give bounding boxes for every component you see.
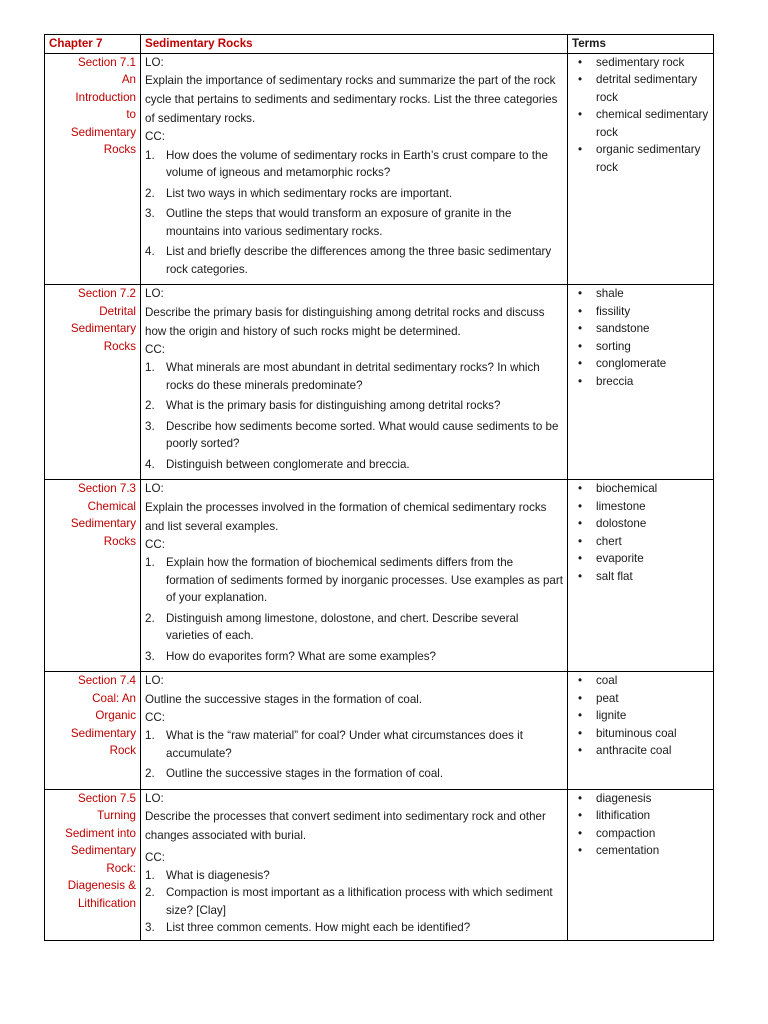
learning-objective: Describe the processes that convert sediment into sedimentary rock and other changes associated with burial.	[145, 810, 546, 842]
section-title-line: Sedimentary	[70, 517, 136, 530]
term-item	[572, 825, 709, 843]
concept-check-question	[145, 919, 563, 937]
learning-objective: Explain the processes involved in the formation of chemical sedimentary rocks and list several examples.	[145, 500, 547, 533]
question-text: Distinguish among limestone, dolostone, and chert. Describe several varieties of each.	[166, 611, 519, 642]
section-title	[45, 789, 141, 940]
bullet-icon: •	[578, 287, 583, 300]
section-title-line: Section 7.5	[77, 791, 136, 805]
term-item	[572, 690, 709, 708]
term-text: peat	[596, 691, 619, 705]
question-text: List three common cements. How might each be identified?	[166, 921, 471, 934]
term-text: shale	[596, 287, 624, 300]
section-row	[45, 480, 714, 672]
section-title-line: Chemical	[87, 499, 136, 513]
section-title	[45, 285, 141, 480]
bullet-icon: •	[578, 482, 583, 495]
term-text: sedimentary rock	[596, 55, 685, 69]
terms-header: Terms	[568, 35, 714, 54]
term-text: conglomerate	[596, 357, 667, 370]
term-text: biochemical	[596, 482, 658, 495]
section-title-line: Sedimentary	[70, 322, 136, 335]
cc-label: CC:	[145, 537, 165, 551]
section-title-line: Sedimentary	[70, 844, 136, 857]
concept-check-question	[145, 884, 563, 919]
header-row	[45, 35, 714, 54]
term-item	[572, 285, 709, 303]
term-item	[572, 707, 709, 725]
section-row	[45, 285, 714, 480]
term-text: detrital sedimentary rock	[596, 73, 698, 104]
bullet-icon: •	[578, 357, 583, 370]
question-number: 1.	[145, 148, 155, 162]
term-text: limestone	[596, 499, 646, 513]
term-text: organic sedimentary rock	[596, 143, 701, 174]
section-title-line: Coal: An	[92, 691, 136, 705]
section-title-line: Sediment into	[65, 826, 136, 840]
concept-check-question	[145, 610, 563, 645]
term-text: sorting	[596, 339, 631, 353]
section-title-line: Section 7.4	[77, 674, 136, 687]
question-text: What minerals are most abundant in detrital sedimentary rocks? In which rocks do these minerals predominate?	[166, 361, 540, 392]
lo-label: LO:	[145, 674, 164, 687]
terms-cell	[568, 53, 714, 285]
learning-objective: Explain the importance of sedimentary rocks and summarize the part of the rock cycle that pertains to sediments and sedimentary rocks. List the three categories of sedimentary rocks.	[145, 74, 558, 125]
cc-label: CC:	[145, 710, 165, 724]
bullet-icon: •	[578, 569, 583, 583]
question-text: Outline the steps that would transform an exposure of granite in the mountains into various sedimentary rocks.	[166, 207, 512, 238]
section-row	[45, 789, 714, 940]
question-text: How does the volume of sedimentary rocks in Earth’s crust compare to the volume of igneous and metamorphic rocks?	[166, 148, 548, 179]
term-item	[572, 550, 709, 568]
question-number: 4.	[145, 457, 155, 471]
bullet-icon: •	[578, 844, 583, 857]
question-text: List two ways in which sedimentary rocks are important.	[166, 186, 453, 200]
term-item	[572, 303, 709, 321]
section-title-line: Organic	[95, 709, 136, 722]
term-item	[572, 71, 709, 106]
question-number: 3.	[145, 649, 155, 663]
section-title	[45, 672, 141, 790]
term-item	[572, 515, 709, 533]
section-content	[141, 285, 568, 480]
term-text: breccia	[596, 374, 634, 388]
term-item	[572, 807, 709, 825]
term-text: diagenesis	[596, 791, 652, 805]
question-text: Distinguish between conglomerate and breccia.	[166, 457, 410, 471]
concept-check-question	[145, 397, 563, 415]
bullet-icon: •	[578, 744, 583, 757]
term-item	[572, 568, 709, 586]
lo-label: LO:	[145, 55, 164, 69]
cc-label: CC:	[145, 342, 165, 356]
section-row	[45, 53, 714, 285]
term-item	[572, 338, 709, 356]
concept-check-question	[145, 554, 563, 607]
term-item	[572, 373, 709, 391]
term-text: coal	[596, 674, 618, 687]
question-number: 3.	[145, 419, 155, 433]
bullet-icon: •	[578, 552, 583, 565]
term-item	[572, 106, 709, 141]
term-item	[572, 54, 709, 72]
terms-cell	[568, 789, 714, 940]
terms-cell	[568, 285, 714, 480]
bullet-icon: •	[578, 55, 583, 69]
question-number: 1.	[145, 361, 155, 374]
question-text: Compaction is most important as a lithification process with which sediment size? [Clay]	[166, 886, 553, 917]
section-title-line: to	[126, 108, 136, 121]
section-content	[141, 672, 568, 790]
section-title-line: Introduction	[75, 90, 136, 104]
section-title	[45, 480, 141, 672]
question-number: 1.	[145, 556, 155, 569]
bullet-icon: •	[578, 517, 583, 530]
term-item	[572, 320, 709, 338]
lo-label: LO:	[145, 287, 164, 300]
section-title-line: Rock	[109, 744, 136, 757]
bullet-icon: •	[578, 791, 583, 805]
concept-check-question	[145, 359, 563, 394]
concept-check-question	[145, 456, 563, 474]
section-title-line: Section 7.1	[77, 55, 136, 69]
question-text: How do evaporites form? What are some examples?	[166, 649, 436, 663]
term-text: fissility	[596, 304, 631, 318]
bullet-icon: •	[578, 691, 583, 705]
term-item	[572, 672, 709, 690]
concept-check-question	[145, 147, 563, 182]
term-text: cementation	[596, 844, 660, 857]
section-title-line: Rocks	[103, 339, 136, 353]
syllabus-table	[44, 34, 714, 941]
term-text: sandstone	[596, 322, 650, 335]
term-text: dolostone	[596, 517, 647, 530]
section-title-line: Turning	[97, 809, 136, 822]
section-title	[45, 53, 141, 285]
bullet-icon: •	[578, 674, 583, 687]
section-title-line: Rocks	[103, 534, 136, 548]
bullet-icon: •	[578, 143, 583, 156]
question-number: 1.	[145, 729, 155, 742]
term-text: lithification	[596, 809, 651, 822]
bullet-icon: •	[578, 73, 583, 86]
terms-cell	[568, 672, 714, 790]
question-number: 2.	[145, 186, 155, 200]
bullet-icon: •	[578, 726, 583, 740]
question-text: What is diagenesis?	[166, 868, 270, 882]
term-item	[572, 725, 709, 743]
term-item	[572, 141, 709, 176]
section-title-line: Sedimentary	[70, 125, 136, 139]
section-title-line: Rock:	[106, 861, 136, 875]
term-text: anthracite coal	[596, 744, 672, 757]
question-number: 3.	[145, 207, 155, 220]
lo-label: LO:	[145, 482, 164, 495]
question-number: 2.	[145, 767, 155, 780]
terms-list	[572, 480, 709, 585]
bullet-icon: •	[578, 809, 583, 822]
question-number: 2.	[145, 886, 155, 899]
title-header: Sedimentary Rocks	[141, 35, 568, 54]
bullet-icon: •	[578, 339, 583, 353]
cc-label: CC:	[145, 130, 165, 143]
section-title-line: Diagenesis &	[67, 879, 136, 892]
section-content	[141, 789, 568, 940]
concept-check-question	[145, 727, 563, 762]
term-text: chert	[596, 534, 622, 548]
section-title-line: Rocks	[103, 143, 136, 156]
term-text: chemical sedimentary rock	[596, 108, 709, 139]
concept-check-question	[145, 867, 563, 885]
lo-label: LO:	[145, 791, 164, 805]
section-title-line: Detrital	[99, 304, 136, 318]
question-text: List and briefly describe the differences among the three basic sedimentary rock categories.	[166, 245, 552, 276]
term-text: bituminous coal	[596, 726, 677, 740]
terms-list	[572, 285, 709, 390]
concept-check-question	[145, 205, 563, 240]
term-item	[572, 742, 709, 760]
term-item	[572, 480, 709, 498]
learning-objective: Outline the successive stages in the formation of coal.	[145, 692, 423, 706]
question-number: 2.	[145, 399, 155, 412]
question-number: 1.	[145, 868, 155, 882]
term-item	[572, 355, 709, 373]
terms-cell	[568, 480, 714, 672]
terms-list	[572, 54, 709, 177]
bullet-icon: •	[578, 499, 583, 513]
term-text: salt flat	[596, 569, 633, 583]
learning-objective: Describe the primary basis for distinguishing among detrital rocks and discuss how the origin and history of such rocks might be determined.	[145, 305, 545, 338]
concept-check-question	[145, 185, 563, 203]
question-text: Outline the successive stages in the formation of coal.	[166, 767, 444, 780]
term-item	[572, 790, 709, 808]
bullet-icon: •	[578, 108, 583, 121]
term-text: evaporite	[596, 552, 644, 565]
question-text: Describe how sediments become sorted. What would cause sediments to be poorly sorted?	[166, 419, 559, 450]
bullet-icon: •	[578, 534, 583, 548]
section-title-line: An	[121, 73, 136, 86]
bullet-icon: •	[578, 304, 583, 318]
term-item	[572, 842, 709, 860]
terms-list	[572, 672, 709, 760]
question-number: 2.	[145, 611, 155, 625]
term-text: lignite	[596, 709, 627, 722]
concept-check-question	[145, 243, 563, 278]
concept-check-question	[145, 418, 563, 453]
bullet-icon: •	[578, 709, 583, 722]
chapter-header: Chapter 7	[45, 35, 141, 54]
term-text: compaction	[596, 826, 656, 840]
question-text: What is the primary basis for distinguishing among detrital rocks?	[166, 399, 501, 412]
concept-check-question	[145, 765, 563, 783]
section-content	[141, 480, 568, 672]
cc-label: CC:	[145, 851, 165, 864]
bullet-icon: •	[578, 826, 583, 840]
question-text: What is the “raw material” for coal? Under what circumstances does it accumulate?	[166, 729, 523, 760]
section-title-line: Lithification	[77, 896, 136, 910]
concept-check-question	[145, 648, 563, 666]
bullet-icon: •	[578, 322, 583, 335]
section-title-line: Section 7.3	[77, 482, 136, 495]
section-content	[141, 53, 568, 285]
question-number: 3.	[145, 921, 155, 934]
question-text: Explain how the formation of biochemical sediments differs from the formation of sediments formed by inorganic processes. Use examples as part of your explanation.	[166, 556, 563, 604]
terms-list	[572, 790, 709, 860]
term-item	[572, 498, 709, 516]
question-number: 4.	[145, 245, 155, 258]
section-row	[45, 672, 714, 790]
term-item	[572, 533, 709, 551]
section-title-line: Sedimentary	[70, 726, 136, 740]
section-title-line: Section 7.2	[77, 287, 136, 300]
bullet-icon: •	[578, 374, 583, 388]
